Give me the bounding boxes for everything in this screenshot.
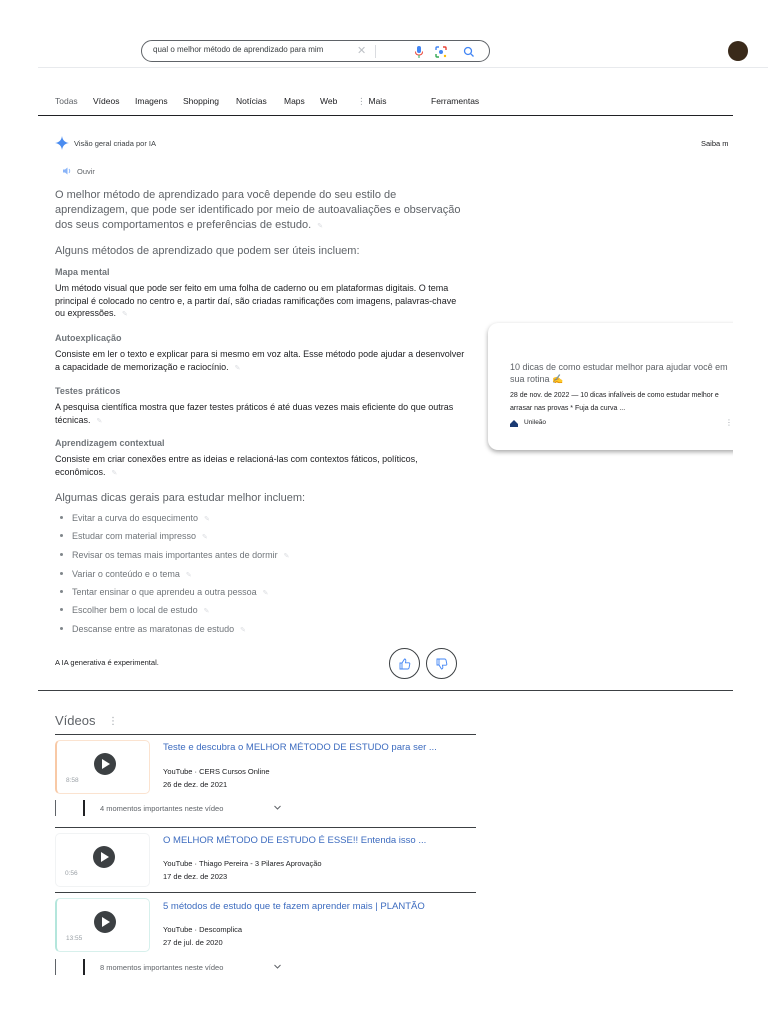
header-divider: [38, 67, 768, 68]
bullet: [60, 572, 63, 575]
play-icon[interactable]: [94, 753, 116, 775]
thumbs-down-button[interactable]: [426, 648, 457, 679]
tab-mais-label: Mais: [368, 96, 387, 106]
tab-todas[interactable]: Todas: [55, 96, 78, 106]
video-title[interactable]: 5 métodos de estudo que te fazem aprender mais | PLANTÃO: [163, 901, 425, 912]
source-card[interactable]: [488, 323, 748, 450]
video-duration: 0:56: [65, 870, 78, 877]
ai-intro-paragraph: [55, 188, 465, 234]
link-icon[interactable]: ✎: [317, 223, 324, 230]
list-item: [60, 624, 246, 634]
bullet: [60, 516, 63, 519]
tab-maps[interactable]: Maps: [284, 96, 305, 106]
link-icon[interactable]: ✎: [202, 534, 208, 541]
video-channel: YouTube · CERS Cursos Online: [163, 767, 270, 776]
bullet: [60, 553, 63, 556]
list-item: [60, 513, 210, 523]
video-channel: YouTube · Thiago Pereira - 3 Pilares Aprovação: [163, 859, 322, 868]
chevron-down-icon: [273, 962, 282, 971]
video-divider: [55, 892, 476, 893]
search-box[interactable]: [141, 40, 490, 62]
more-vert-icon[interactable]: ⋮: [108, 716, 118, 727]
key-moments-label: 4 momentos importantes neste vídeo: [100, 804, 224, 813]
tip-text: Escolher bem o local de estudo: [72, 605, 198, 615]
tabs-divider: [38, 115, 733, 116]
viewport-edge: [733, 116, 768, 1024]
video-divider: [55, 734, 476, 735]
video-date: 27 de jul. de 2020: [163, 938, 223, 947]
methods-heading: Alguns métodos de aprendizado que podem ser úteis incluem:: [55, 245, 360, 257]
key-moments-label: 8 momentos importantes neste vídeo: [100, 963, 224, 972]
ai-overview-title: Visão geral criada por IA: [74, 139, 156, 148]
play-icon[interactable]: [93, 846, 115, 868]
bullet: [60, 534, 63, 537]
section-divider: [38, 690, 733, 691]
clear-icon[interactable]: ✕: [357, 45, 367, 57]
avatar[interactable]: [728, 41, 748, 61]
lens-icon[interactable]: [434, 45, 448, 59]
ai-intro-text: O melhor método de aprendizado para você depende do seu estilo de aprendizagem, que pode ser identificado por meio de autoavaliações e observação dos seus comportamentos e preferências de estudo.: [55, 189, 461, 231]
play-icon[interactable]: [94, 911, 116, 933]
method-body: [55, 453, 465, 480]
chevron-down-icon: [273, 803, 282, 812]
sparkle-icon: [55, 136, 69, 150]
video-title[interactable]: O MELHOR MÉTODO DE ESTUDO É ESSE!! Entenda isso ...: [163, 835, 427, 846]
method-title: Autoexplicação: [55, 333, 122, 343]
video-duration: 8:58: [66, 777, 79, 784]
videos-heading: Vídeos: [55, 713, 96, 728]
video-date: 17 de dez. de 2023: [163, 872, 228, 881]
method-body-text: Consiste em criar conexões entre as ideias e relacioná-las com contextos fáticos, políticos, econômicos.: [55, 454, 418, 477]
more-options-icon[interactable]: ⋮: [725, 418, 733, 427]
search-icon[interactable]: [462, 45, 476, 59]
video-title[interactable]: Teste e descubra o MELHOR MÉTODO DE ESTUDO para ser ...: [163, 742, 437, 753]
link-icon[interactable]: ✎: [283, 553, 290, 560]
speaker-icon: [62, 166, 72, 176]
list-item: [60, 569, 192, 579]
moment-thumbnail: [55, 959, 85, 975]
list-item: [60, 531, 208, 541]
tip-text: Descanse entre as maratonas de estudo: [72, 624, 235, 634]
link-icon[interactable]: ✎: [185, 572, 192, 579]
thumbs-down-icon: [436, 658, 448, 670]
video-channel: YouTube · Descomplica: [163, 925, 243, 934]
method-title: Mapa mental: [55, 267, 110, 277]
link-icon[interactable]: ✎: [203, 608, 210, 615]
list-item: [60, 605, 209, 615]
tip-text: Estudar com material impresso: [72, 531, 197, 541]
method-body-text: Consiste em ler o texto e explicar para si mesmo em voz alta. Esse método pode ajudar a desenvolver a capacidade de memorização e raciocínio.: [55, 349, 465, 372]
method-body: [55, 348, 465, 375]
tab-videos[interactable]: Vídeos: [93, 96, 120, 106]
video-duration: 13:55: [66, 935, 83, 942]
tip-text: Evitar a curva do esquecimento: [72, 513, 199, 523]
link-icon[interactable]: ✎: [204, 516, 210, 523]
tab-shopping[interactable]: Shopping: [183, 96, 219, 106]
method-body: [55, 282, 465, 322]
video-thumbnail[interactable]: [55, 898, 150, 952]
link-icon[interactable]: ✎: [262, 590, 269, 597]
source-card-site-name: Unileão: [524, 419, 547, 426]
tip-text: Tentar ensinar o que aprendeu a outra pessoa: [72, 587, 257, 597]
moment-thumbnail: [55, 800, 85, 816]
tab-imagens[interactable]: Imagens: [135, 96, 168, 106]
learn-more-link[interactable]: Saiba m: [701, 139, 729, 148]
link-icon[interactable]: ✎: [111, 469, 118, 477]
ai-disclaimer: A IA generativa é experimental.: [55, 658, 159, 667]
video-thumbnail[interactable]: [55, 740, 150, 794]
list-item: [60, 587, 269, 597]
more-vert-icon: ⋮: [357, 96, 366, 106]
bullet: [60, 590, 63, 593]
bullet: [60, 608, 63, 611]
tip-text: Revisar os temas mais importantes antes de dormir: [72, 550, 278, 560]
tips-heading: Algumas dicas gerais para estudar melhor incluem:: [55, 492, 306, 504]
tip-text: Variar o conteúdo e o tema: [72, 569, 180, 579]
link-icon[interactable]: ✎: [240, 627, 246, 634]
thumbs-up-button[interactable]: [389, 648, 420, 679]
source-card-snippet: 28 de nov. de 2022 — 10 dicas infalíveis de como estudar melhor e arrasar nas provas * Fuja da curva ...: [510, 392, 719, 412]
tab-ferramentas[interactable]: Ferramentas: [431, 96, 480, 106]
bullet: [60, 627, 63, 630]
microphone-icon[interactable]: [413, 45, 425, 59]
link-icon[interactable]: ✎: [122, 311, 128, 318]
search-divider: [375, 45, 376, 58]
tab-noticias[interactable]: Notícias: [236, 96, 267, 106]
method-body-text: Um método visual que pode ser feito em uma folha de caderno ou em plataformas digitais. O tema principal é colocado no centro e, a partir daí, são criadas ramificações com imagens, palavras-chave ou expressões.: [55, 283, 457, 318]
source-card-title[interactable]: 10 dicas de como estudar melhor para ajudar você em sua rotina ✍️: [510, 362, 728, 384]
listen-label: Ouvir: [77, 167, 95, 176]
method-title: Aprendizagem contextual: [55, 438, 165, 448]
list-item: [60, 550, 289, 560]
tab-web[interactable]: Web: [320, 96, 338, 106]
thumbs-up-icon: [399, 658, 411, 670]
header: [0, 0, 768, 68]
method-body: [55, 401, 465, 428]
video-divider: [55, 827, 476, 828]
site-favicon-icon: [510, 420, 518, 427]
tab-mais[interactable]: [357, 96, 386, 107]
link-icon[interactable]: ✎: [96, 417, 103, 425]
video-date: 26 de dez. de 2021: [163, 780, 228, 789]
video-thumbnail[interactable]: [55, 833, 150, 887]
search-input[interactable]: qual o melhor método de aprendizado para mim: [153, 45, 324, 54]
method-body-text: A pesquisa científica mostra que fazer testes práticos é até duas vezes mais eficiente do que outras técnicas.: [55, 402, 454, 425]
link-icon[interactable]: ✎: [234, 364, 241, 372]
method-title: Testes práticos: [55, 386, 121, 396]
